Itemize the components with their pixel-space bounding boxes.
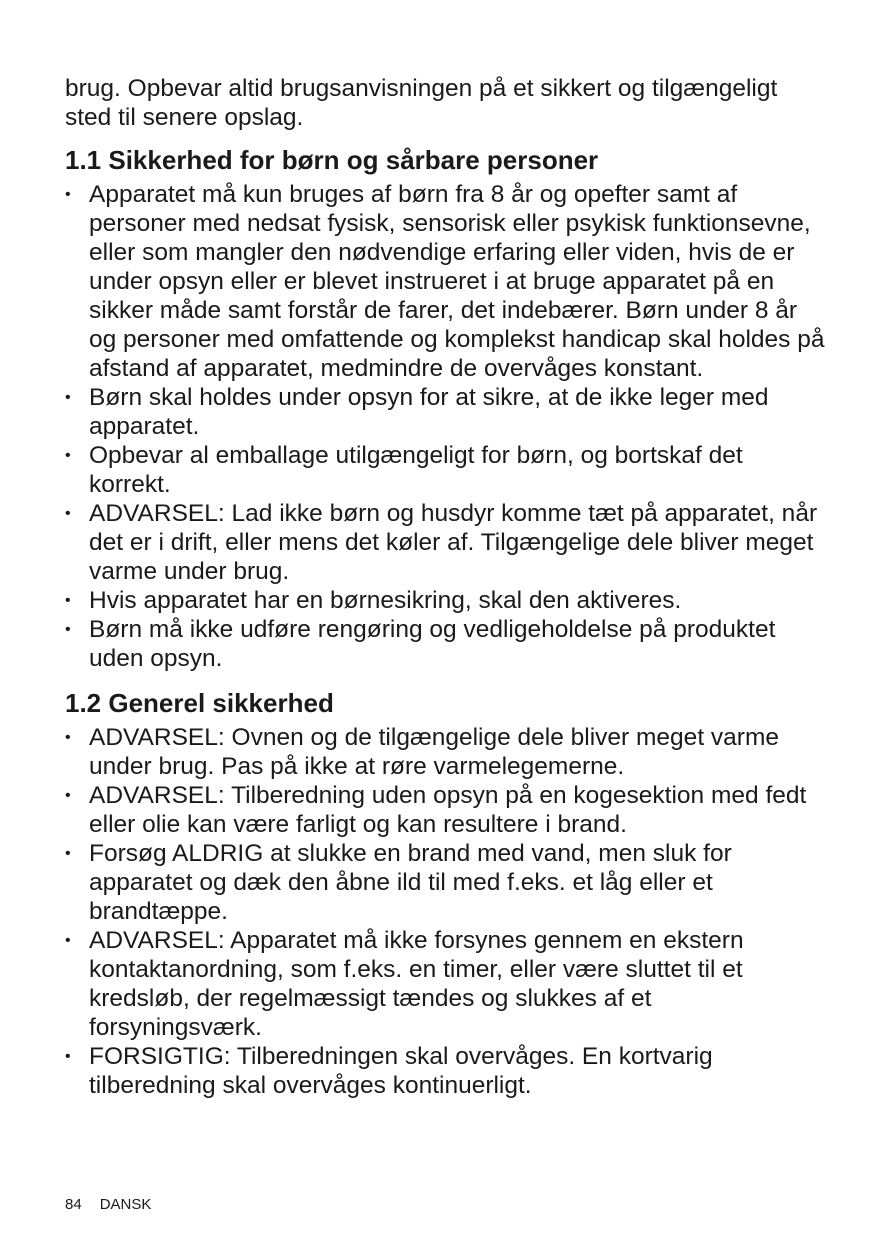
bullet-icon: • xyxy=(65,1048,71,1065)
list-item xyxy=(65,1042,825,1100)
bullet-icon: • xyxy=(65,932,71,949)
list-item-text: Apparatet må kun bruges af børn fra 8 år og opefter samt af personer med nedsat fysisk, sensorisk eller psykisk funktionsevne, eller som mangler den nødvendige erfaring eller viden, hvis de er under opsyn eller er blevet instrueret i at bruge apparatet på en sikker måde samt forstår de farer, det indebærer. Børn under 8 år og personer med omfattende og komplekst handicap skal holdes på afstand af apparatet, medmindre de overvåges konstant. xyxy=(89,181,825,382)
child-safety-list xyxy=(65,180,825,673)
general-safety-list xyxy=(65,723,825,1100)
bullet-icon: • xyxy=(65,592,71,609)
list-item xyxy=(65,839,825,926)
list-item xyxy=(65,781,825,839)
list-item-text: ADVARSEL: Lad ikke børn og husdyr komme tæt på apparatet, når det er i drift, eller mens det køler af. Tilgængelige dele bliver meget varme under brug. xyxy=(89,500,818,585)
list-item xyxy=(65,615,825,673)
list-item xyxy=(65,499,825,586)
intro-paragraph: brug. Opbevar altid brugsanvisningen på et sikkert og tilgængeligt sted til senere opslag. xyxy=(65,75,778,131)
list-item-text: Børn skal holdes under opsyn for at sikre, at de ikke leger med apparatet. xyxy=(89,384,769,440)
bullet-icon: • xyxy=(65,729,71,746)
bullet-icon: • xyxy=(65,447,71,464)
bullet-icon: • xyxy=(65,186,71,203)
bullet-icon: • xyxy=(65,505,71,522)
section-heading-general-safety: 1.2 Generel sikkerhed xyxy=(65,688,334,718)
section-heading-child-safety: 1.1 Sikkerhed for børn og sårbare personer xyxy=(65,145,599,175)
bullet-icon: • xyxy=(65,621,71,638)
page-footer xyxy=(65,1195,151,1215)
bullet-icon: • xyxy=(65,787,71,804)
list-item-text: ADVARSEL: Tilberedning uden opsyn på en kogesektion med fedt eller olie kan være farligt og kan resultere i brand. xyxy=(89,782,807,838)
list-item-text: Forsøg ALDRIG at slukke en brand med vand, men sluk for apparatet og dæk den åbne ild til med f.eks. et låg eller et brandtæppe. xyxy=(89,840,732,925)
list-item-text: Børn må ikke udføre rengøring og vedligeholdelse på produktet uden opsyn. xyxy=(89,616,776,672)
list-item xyxy=(65,586,825,615)
list-item xyxy=(65,180,825,383)
bullet-icon: • xyxy=(65,389,71,406)
list-item-text: ADVARSEL: Ovnen og de tilgængelige dele bliver meget varme under brug. Pas på ikke at røre varmelegemerne. xyxy=(89,724,779,780)
list-item xyxy=(65,723,825,781)
list-item-text: ADVARSEL: Apparatet må ikke forsynes gennem en ekstern kontaktanordning, som f.eks. en timer, eller være sluttet til et kredsløb, der regelmæssigt tændes og slukkes af et forsyningsværk. xyxy=(89,927,744,1041)
list-item-text: Opbevar al emballage utilgængeligt for børn, og bortskaf det korrekt. xyxy=(89,442,743,498)
document-page xyxy=(65,74,825,1100)
bullet-icon: • xyxy=(65,845,71,862)
list-item xyxy=(65,441,825,499)
list-item xyxy=(65,383,825,441)
list-item-text: Hvis apparatet har en børnesikring, skal den aktiveres. xyxy=(89,587,682,614)
list-item-text: FORSIGTIG: Tilberedningen skal overvåges. En kortvarig tilberedning skal overvåges kontinuerligt. xyxy=(89,1043,713,1099)
page-number: 84 xyxy=(65,1196,82,1213)
footer-language: DANSK xyxy=(99,1196,152,1213)
list-item xyxy=(65,926,825,1042)
